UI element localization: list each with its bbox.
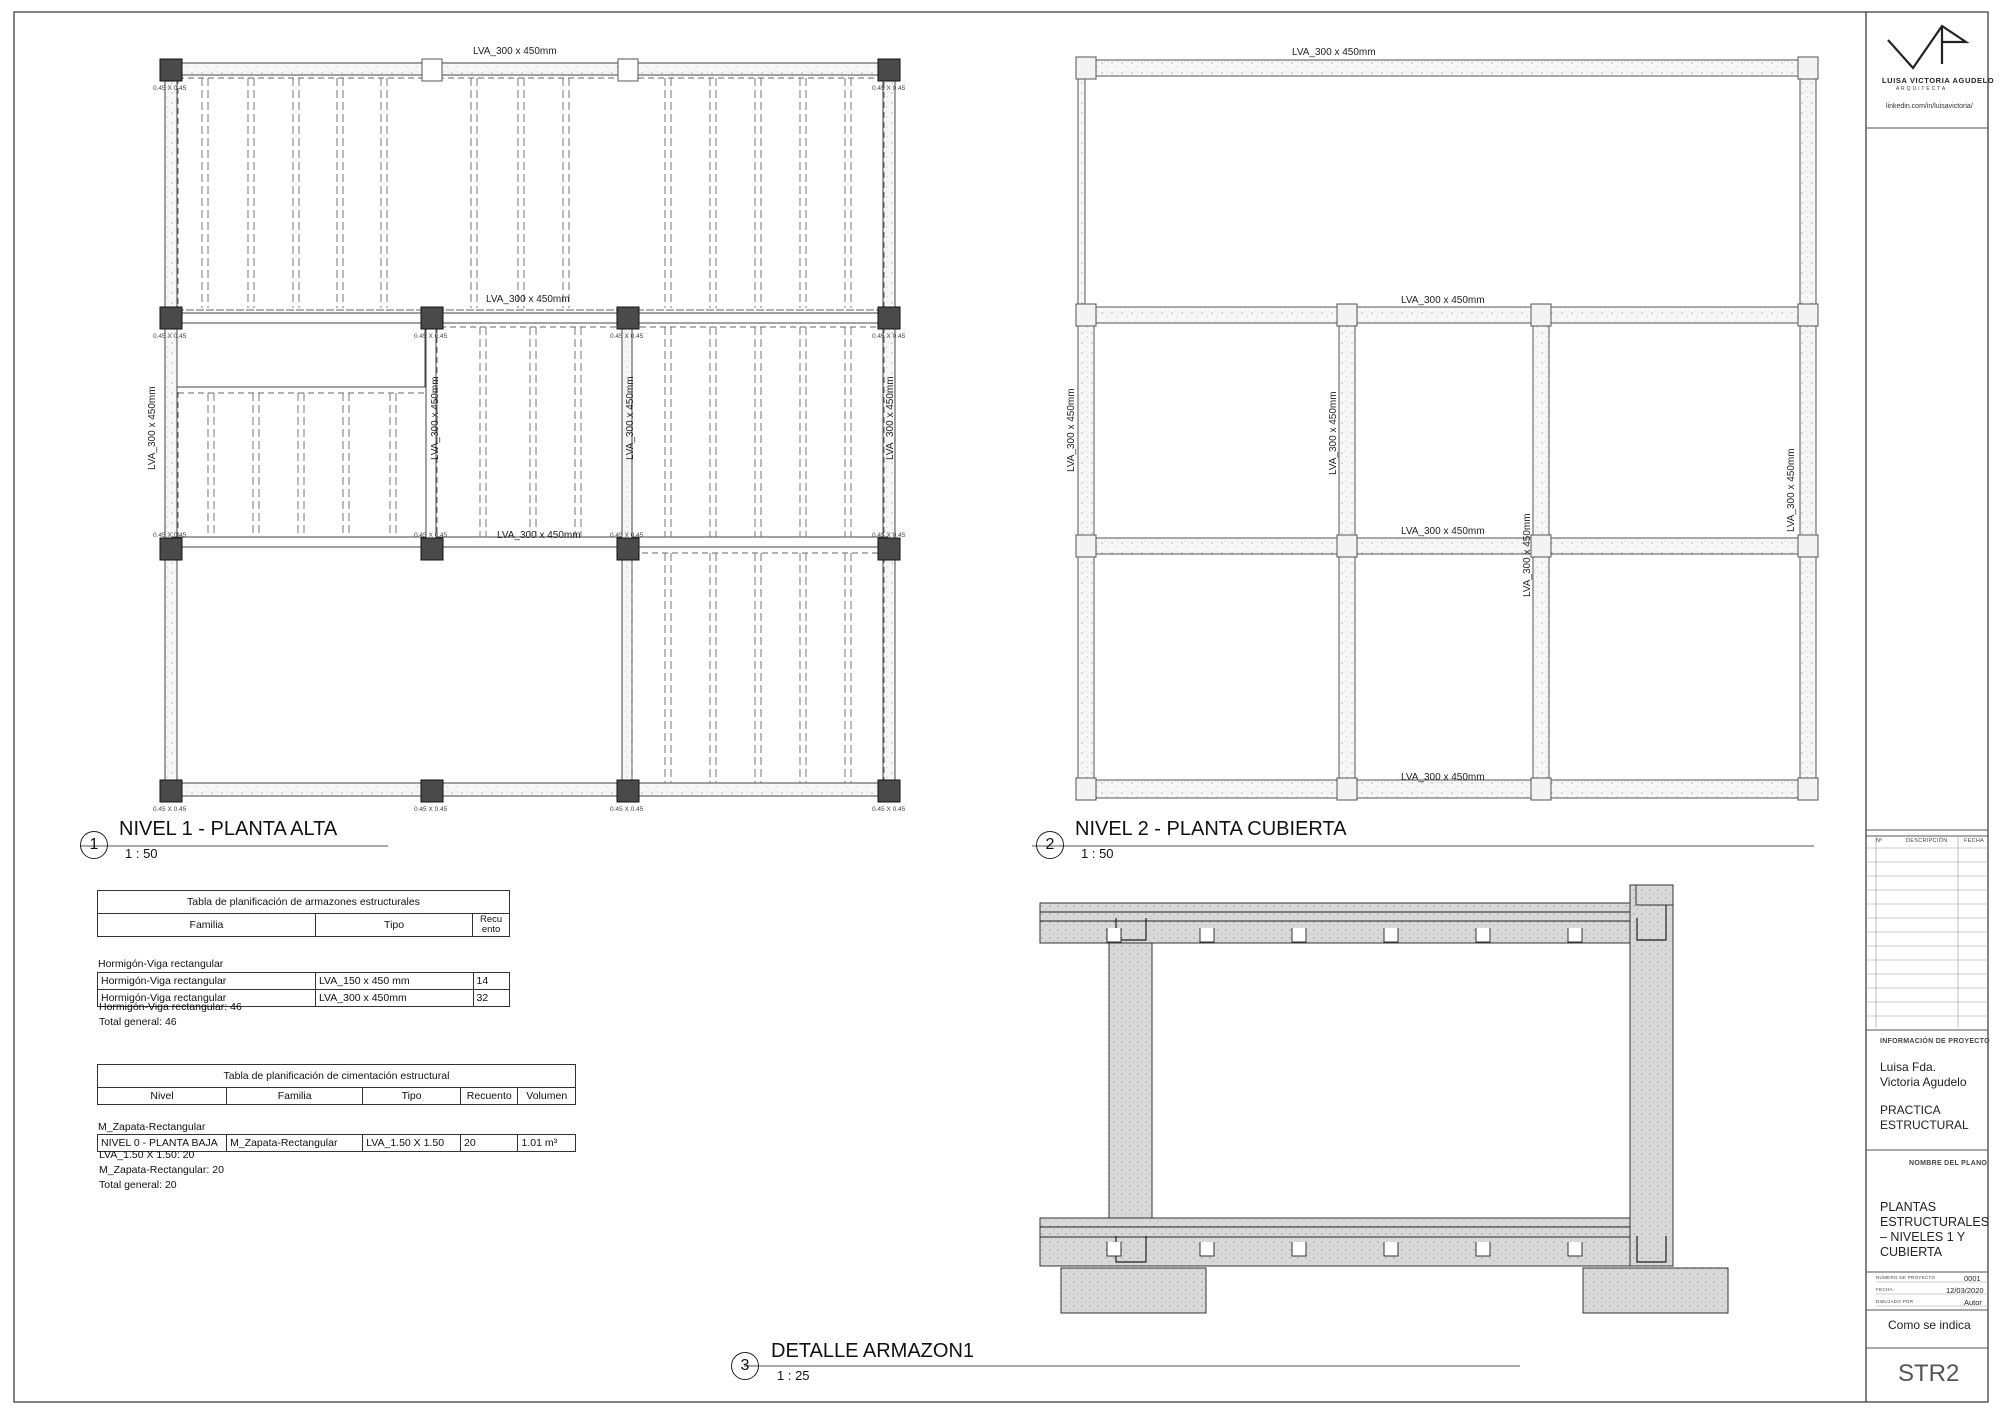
beam-label: LVA_300 x 450mm bbox=[1066, 388, 1077, 472]
beam bbox=[177, 323, 425, 387]
view-2-title: NIVEL 2 - PLANTA CUBIERTA bbox=[1075, 818, 1347, 840]
schedule-header: Recu ento bbox=[473, 914, 510, 937]
schedule-foundation bbox=[97, 1064, 576, 1105]
date-value: 12/03/2020 bbox=[1946, 1286, 1984, 1295]
view-1-number: 1 bbox=[80, 831, 108, 859]
schedule-header: Recuento bbox=[461, 1088, 518, 1105]
schedule-header: Familia bbox=[98, 914, 316, 937]
logo-mark-icon bbox=[1888, 26, 1966, 68]
table-cell: 1.01 m³ bbox=[518, 1135, 576, 1152]
column bbox=[160, 307, 182, 329]
schedule-framing-total: Total general: 46 bbox=[99, 1016, 177, 1028]
schedule-header: Nivel bbox=[98, 1088, 227, 1105]
beam-label: LVA_300 x 450mm bbox=[885, 376, 896, 460]
revision-col-no: Nº bbox=[1876, 838, 1883, 844]
frame-detail bbox=[744, 885, 1728, 1366]
project-author-line1: Luisa Fda. bbox=[1880, 1060, 1937, 1074]
drawn-by-label: DIBUJADO POR bbox=[1876, 1299, 1914, 1304]
revision-col-date: FECHA bbox=[1964, 838, 1985, 844]
beam-label: LVA_300 x 450mm bbox=[1522, 513, 1533, 597]
schedule-foundation-type-subtotal: LVA_1.50 X 1.50: 20 bbox=[99, 1149, 195, 1161]
beam-label: LVA_300 x 450mm bbox=[1328, 391, 1339, 475]
schedule-foundation-group: M_Zapata-Rectangular bbox=[98, 1121, 206, 1133]
beam-label: LVA_300 x 450mm bbox=[625, 376, 636, 460]
column-label: 0.45 X 0.45 bbox=[610, 532, 644, 539]
column-label: 0.45 X 0.45 bbox=[153, 85, 187, 92]
column-label: 0.45 X 0.45 bbox=[872, 333, 906, 340]
table-cell: M_Zapata-Rectangular bbox=[227, 1135, 363, 1152]
beam-label: LVA_300 x 450mm bbox=[1401, 526, 1485, 537]
beam-label: LVA_300 x 450mm bbox=[473, 46, 557, 57]
plan-nivel-1 bbox=[80, 46, 906, 846]
column bbox=[617, 538, 639, 560]
schedule-framing-title: Tabla de planificación de armazones estructurales bbox=[98, 891, 510, 914]
view-2-scale: 1 : 50 bbox=[1081, 846, 1114, 861]
column bbox=[878, 780, 900, 802]
column bbox=[878, 59, 900, 81]
beam bbox=[172, 63, 888, 75]
project-number: 0001 bbox=[1964, 1274, 1981, 1283]
table-cell: LVA_1.50 X 1.50 bbox=[363, 1135, 461, 1152]
table-cell: LVA_300 x 450mm bbox=[315, 990, 473, 1007]
project-name-line1: PRACTICA bbox=[1880, 1103, 1941, 1117]
project-name-line2: ESTRUCTURAL bbox=[1880, 1118, 1969, 1132]
column-label: 0.45 X 0.45 bbox=[610, 333, 644, 340]
view-1-title: NIVEL 1 - PLANTA ALTA bbox=[119, 818, 338, 840]
logo-name: LUISA VICTORIA AGUDELO bbox=[1882, 76, 1995, 85]
view-2-number: 2 bbox=[1036, 831, 1064, 859]
view-3-scale: 1 : 25 bbox=[777, 1368, 810, 1383]
table-row bbox=[98, 973, 510, 990]
column-label: 0.45 X 0.45 bbox=[153, 333, 187, 340]
plan-nivel-2 bbox=[1032, 47, 1818, 846]
schedule-header: Tipo bbox=[315, 914, 472, 937]
table-cell: Hormigón-Viga rectangular bbox=[98, 973, 316, 990]
beam-label: LVA_300 x 450mm bbox=[1401, 295, 1485, 306]
sheet-number: STR2 bbox=[1898, 1360, 1960, 1387]
project-info-heading: INFORMACIÓN DE PROYECTO bbox=[1880, 1038, 1990, 1045]
column-label: 0.45 X 0.45 bbox=[153, 806, 187, 813]
plan-name-line1: PLANTAS bbox=[1880, 1200, 1937, 1214]
schedule-framing-subtotal: Hormigón-Viga rectangular: 46 bbox=[99, 1001, 242, 1013]
date-label: FECHA bbox=[1876, 1287, 1893, 1292]
table-cell: 32 bbox=[473, 990, 509, 1007]
beam-label: LVA_300 x 450mm bbox=[147, 386, 158, 470]
column-label: 0.45 X 0.45 bbox=[872, 806, 906, 813]
beam bbox=[1085, 60, 1810, 76]
schedule-header: Tipo bbox=[363, 1088, 461, 1105]
column-label: 0.45 X 0.45 bbox=[414, 532, 448, 539]
column bbox=[160, 59, 182, 81]
column bbox=[160, 538, 182, 560]
logo-link[interactable]: linkedin.com/in/luisavictoria/ bbox=[1886, 103, 1973, 110]
column-label: 0.45 X 0.45 bbox=[872, 532, 906, 539]
column-label: 0.45 X 0.45 bbox=[414, 333, 448, 340]
beam-label: LVA_300 x 450mm bbox=[430, 376, 441, 460]
beam-label: LVA_300 x 450mm bbox=[1786, 448, 1797, 532]
plan-name-heading: NOMBRE DEL PLANO bbox=[1909, 1160, 1988, 1167]
schedule-framing bbox=[97, 890, 510, 937]
beam bbox=[172, 783, 888, 796]
beam bbox=[165, 74, 177, 780]
column-label: 0.45 X 0.45 bbox=[414, 806, 448, 813]
view-1-scale: 1 : 50 bbox=[125, 846, 158, 861]
table-cell: LVA_150 x 450 mm bbox=[315, 973, 473, 990]
schedule-foundation-total: Total general: 20 bbox=[99, 1179, 177, 1191]
schedule-framing-group: Hormigón-Viga rectangular bbox=[98, 958, 224, 970]
beam bbox=[1085, 538, 1810, 554]
scale-note: Como se indica bbox=[1888, 1318, 1971, 1332]
view-3-number: 3 bbox=[731, 1352, 759, 1380]
beam bbox=[1800, 68, 1816, 798]
schedule-foundation-title: Tabla de planificación de cimentación estructural bbox=[98, 1065, 576, 1088]
beam-label: LVA_300 x 450mm bbox=[497, 530, 581, 541]
revision-col-desc: DESCRIPCIÓN bbox=[1906, 838, 1948, 844]
column-label: 0.45 X 0.45 bbox=[872, 85, 906, 92]
column bbox=[617, 780, 639, 802]
plan-name-line4: CUBIERTA bbox=[1880, 1245, 1943, 1259]
beam bbox=[1085, 307, 1810, 323]
schedule-foundation-family-subtotal: M_Zapata-Rectangular: 20 bbox=[99, 1164, 224, 1176]
beam-label: LVA_300 x 450mm bbox=[486, 294, 570, 305]
title-block bbox=[1866, 26, 1988, 1348]
beam bbox=[172, 313, 888, 323]
column bbox=[421, 780, 443, 802]
schedule-header: Volumen bbox=[518, 1088, 576, 1105]
column bbox=[878, 307, 900, 329]
column bbox=[160, 780, 182, 802]
schedule-header: Familia bbox=[227, 1088, 363, 1105]
view-3-title: DETALLE ARMAZON1 bbox=[771, 1340, 975, 1362]
column bbox=[878, 538, 900, 560]
table-cell: 20 bbox=[461, 1135, 518, 1152]
column-label: 0.45 X 0.45 bbox=[610, 806, 644, 813]
column bbox=[421, 307, 443, 329]
column bbox=[421, 538, 443, 560]
table-cell: NIVEL 0 - PLANTA BAJA bbox=[98, 1135, 227, 1152]
table-cell: Hormigón-Viga rectangular bbox=[98, 990, 316, 1007]
logo-subtitle: A R Q U I T E C T A bbox=[1896, 86, 1946, 92]
plan-name-line2: ESTRUCTURALES bbox=[1880, 1215, 1990, 1229]
project-number-label: NÚMERO DE PROYECTO bbox=[1876, 1275, 1936, 1280]
drawn-by: Autor bbox=[1964, 1298, 1982, 1307]
project-author-line2: Victoria Agudelo bbox=[1880, 1075, 1967, 1089]
column bbox=[617, 307, 639, 329]
beam-label: LVA_300 x 450mm bbox=[1401, 772, 1485, 783]
plan-name-line3: – NIVELES 1 Y bbox=[1880, 1230, 1966, 1244]
column-label: 0.45 X 0.45 bbox=[153, 532, 187, 539]
beam-label: LVA_300 x 450mm bbox=[1292, 47, 1376, 58]
table-cell: 14 bbox=[473, 973, 509, 990]
